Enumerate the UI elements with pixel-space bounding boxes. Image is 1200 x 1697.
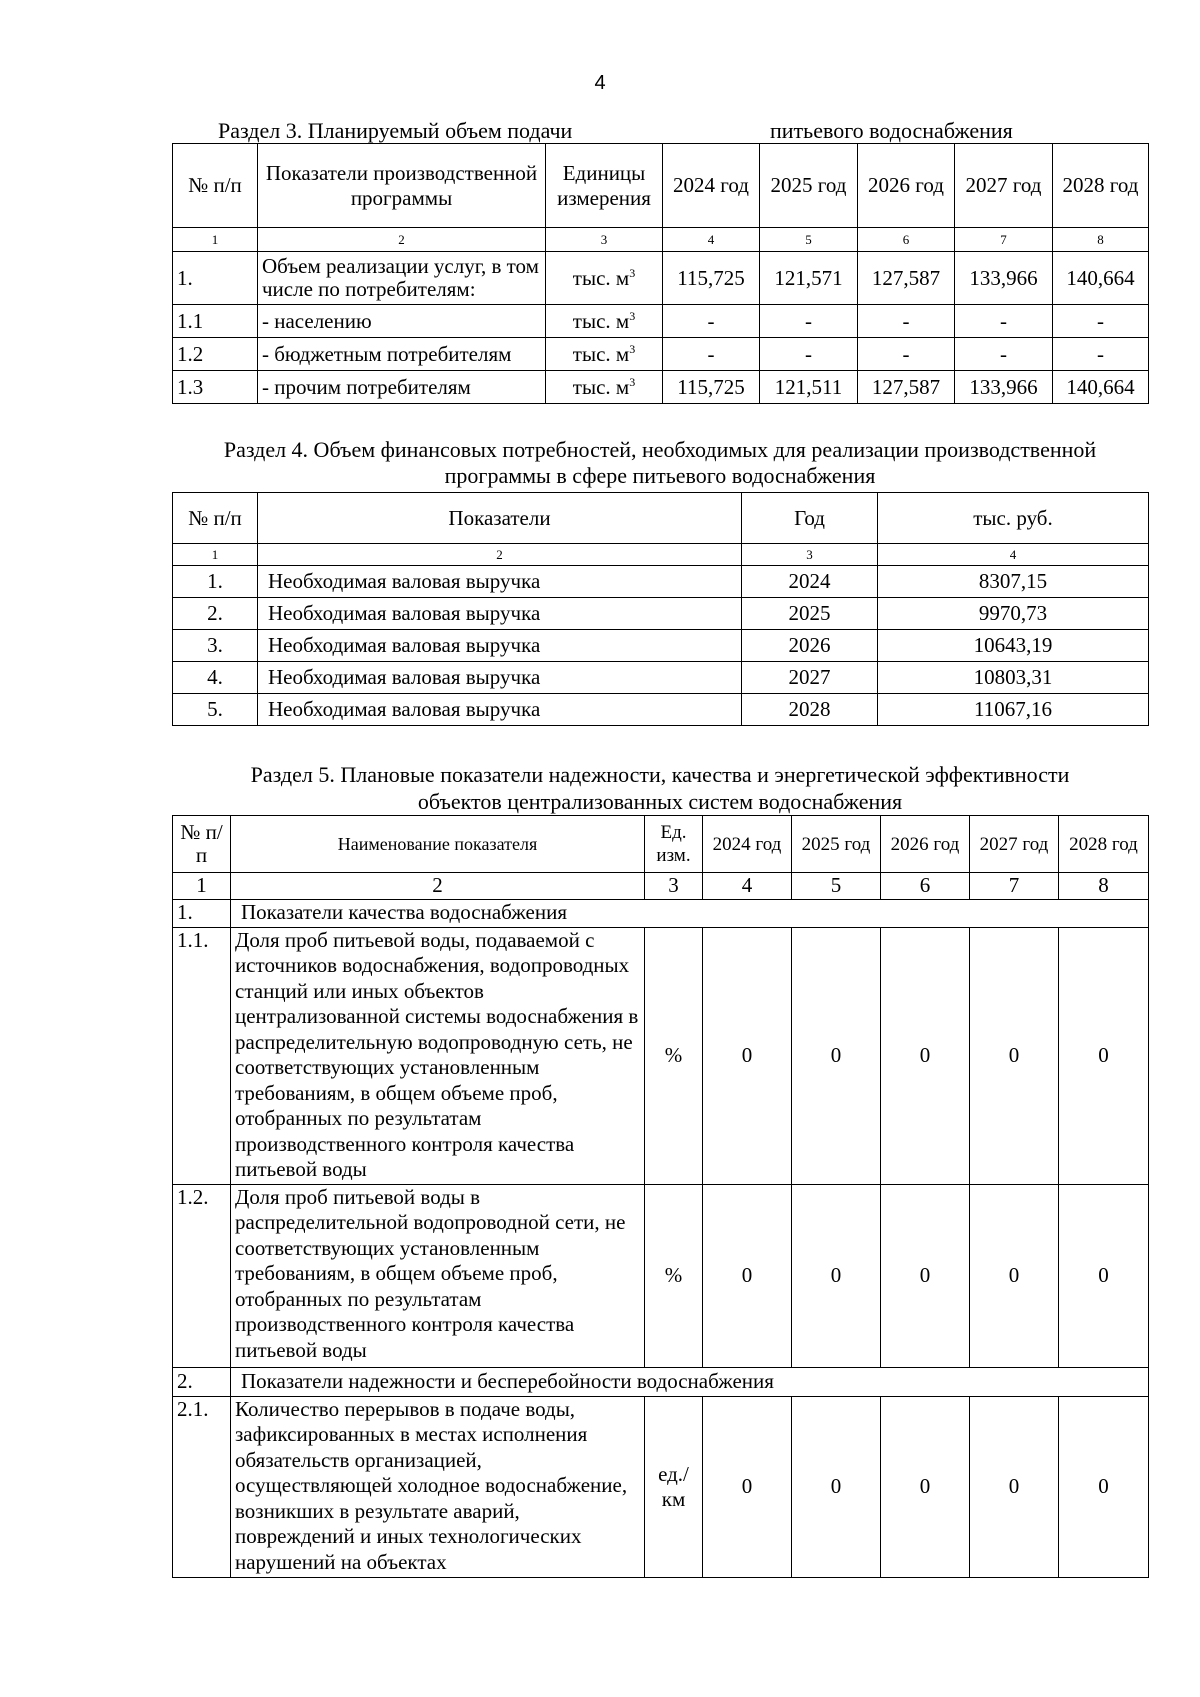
row-name: - прочим потребителям — [258, 371, 546, 404]
s3-header-2026: 2026 год — [858, 144, 955, 228]
value-cell: 0 — [881, 927, 970, 1184]
unit-text: тыс. м — [572, 341, 630, 366]
value-cell: 133,966 — [955, 371, 1053, 404]
unit-text: тыс. м — [572, 374, 630, 399]
table-row — [173, 338, 1149, 371]
unit-sup: 3 — [629, 308, 636, 323]
row-num: 1.1. — [173, 927, 231, 1184]
col-number: 3 — [546, 228, 663, 252]
table-row — [173, 927, 1149, 1184]
group-num: 2. — [173, 1367, 231, 1396]
row-amount: 10643,19 — [878, 630, 1149, 662]
s3-column-numbers — [173, 228, 1149, 252]
value-cell: 0 — [703, 927, 792, 1184]
col-number: 2 — [231, 873, 645, 900]
unit-sup: 3 — [629, 265, 636, 280]
row-name: - бюджетным потребителям — [258, 338, 546, 371]
group-row — [173, 899, 1149, 927]
row-name: Объем реализации услуг, в том числе по потребителям: — [258, 252, 546, 305]
unit-text: тыс. м — [572, 265, 630, 290]
table-row — [173, 694, 1149, 726]
value-cell: - — [760, 338, 858, 371]
value-cell: 0 — [1059, 1396, 1149, 1577]
row-unit — [546, 252, 663, 305]
section3-caption-right: питьевого водоснабжения — [770, 118, 1013, 143]
col-number: 4 — [663, 228, 760, 252]
col-number: 2 — [258, 544, 742, 566]
row-name: Доля проб питьевой воды, подаваемой с источников водоснабжения, водопроводных станций или иных объектов централизованной системы водоснабжения в распределительную водопроводную сеть, не соответствующих установленным требованиям, в общем объеме проб, отобранных по результатам производственного контроля качества питьевой воды — [231, 927, 645, 1184]
s3-header-2027: 2027 год — [955, 144, 1053, 228]
row-unit — [546, 371, 663, 404]
row-amount: 11067,16 — [878, 694, 1149, 726]
value-cell: 127,587 — [858, 371, 955, 404]
value-cell: - — [1053, 338, 1149, 371]
col-number: 7 — [970, 873, 1059, 900]
row-year: 2025 — [742, 598, 878, 630]
row-year: 2026 — [742, 630, 878, 662]
row-unit: ед./ км — [645, 1396, 703, 1577]
value-cell: 0 — [792, 1396, 881, 1577]
col-number: 8 — [1053, 228, 1149, 252]
s5-header-num: № п/п — [173, 816, 231, 873]
row-num: 4. — [173, 662, 258, 694]
row-amount: 8307,15 — [878, 566, 1149, 598]
value-cell: 121,511 — [760, 371, 858, 404]
table-row — [173, 1184, 1149, 1367]
value-cell: 140,664 — [1053, 371, 1149, 404]
value-cell: - — [955, 305, 1053, 338]
row-num: 1.2 — [173, 338, 258, 371]
col-number: 1 — [173, 228, 258, 252]
s5-header-2026: 2026 год — [881, 816, 970, 873]
value-cell: 0 — [970, 927, 1059, 1184]
row-name: Доля проб питьевой воды в распределительной водопроводной сети, не соответствующих установленным требованиям, в общем объеме проб, отобранных по результатам производственного контроля качества питьевой воды — [231, 1184, 645, 1367]
col-number: 1 — [173, 544, 258, 566]
value-cell: - — [858, 338, 955, 371]
row-num: 1. — [173, 566, 258, 598]
value-cell: 121,571 — [760, 252, 858, 305]
col-number: 5 — [760, 228, 858, 252]
col-number: 5 — [792, 873, 881, 900]
value-cell: 0 — [1059, 1184, 1149, 1367]
s5-header-2028: 2028 год — [1059, 816, 1149, 873]
s4-header-num: № п/п — [173, 493, 258, 544]
col-number: 3 — [742, 544, 878, 566]
value-cell: - — [760, 305, 858, 338]
section4-table — [172, 492, 1149, 726]
row-name: Необходимая валовая выручка — [258, 694, 742, 726]
value-cell: - — [663, 305, 760, 338]
section3-table — [172, 143, 1149, 404]
table-row — [173, 662, 1149, 694]
col-number: 3 — [645, 873, 703, 900]
row-unit: % — [645, 927, 703, 1184]
col-number: 2 — [258, 228, 546, 252]
s4-header-indicator: Показатели — [258, 493, 742, 544]
s4-header-year: Год — [742, 493, 878, 544]
s3-header-2024: 2024 год — [663, 144, 760, 228]
section4-caption-line2: программы в сфере питьевого водоснабжения — [444, 463, 876, 488]
value-cell: 0 — [881, 1396, 970, 1577]
s5-column-numbers — [173, 873, 1149, 900]
s3-header-unit: Единицы измерения — [546, 144, 663, 228]
value-cell: 0 — [703, 1396, 792, 1577]
table-row — [173, 371, 1149, 404]
row-unit: % — [645, 1184, 703, 1367]
row-name: Необходимая валовая выручка — [258, 662, 742, 694]
s5-header-2025: 2025 год — [792, 816, 881, 873]
row-name: - населению — [258, 305, 546, 338]
value-cell: 0 — [881, 1184, 970, 1367]
value-cell: 115,725 — [663, 252, 760, 305]
s4-header-amount: тыс. руб. — [878, 493, 1149, 544]
table-row — [173, 252, 1149, 305]
value-cell: - — [663, 338, 760, 371]
row-amount: 10803,31 — [878, 662, 1149, 694]
row-name: Необходимая валовая выручка — [258, 598, 742, 630]
row-num: 5. — [173, 694, 258, 726]
row-unit — [546, 305, 663, 338]
col-number: 4 — [703, 873, 792, 900]
table-row — [173, 630, 1149, 662]
row-num: 1.3 — [173, 371, 258, 404]
table-row — [173, 566, 1149, 598]
col-number: 6 — [881, 873, 970, 900]
row-num: 2.1. — [173, 1396, 231, 1577]
row-num: 1.1 — [173, 305, 258, 338]
value-cell: 0 — [1059, 927, 1149, 1184]
col-number: 1 — [173, 873, 231, 900]
section5-table — [172, 815, 1149, 1578]
s5-header-2024: 2024 год — [703, 816, 792, 873]
section3-caption-left: Раздел 3. Планируемый объем подачи — [218, 118, 573, 143]
table-row — [173, 305, 1149, 338]
value-cell: - — [1053, 305, 1149, 338]
row-unit — [546, 338, 663, 371]
row-num: 3. — [173, 630, 258, 662]
s3-header-2025: 2025 год — [760, 144, 858, 228]
value-cell: 127,587 — [858, 252, 955, 305]
value-cell: 0 — [970, 1184, 1059, 1367]
table-row — [173, 598, 1149, 630]
col-number: 6 — [858, 228, 955, 252]
row-year: 2028 — [742, 694, 878, 726]
s4-column-numbers — [173, 544, 1149, 566]
unit-sup: 3 — [629, 374, 636, 389]
row-name: Количество перерывов в подаче воды, зафиксированных в местах исполнения обязательств организацией, осуществляющей холодное водоснабжение, возникших в результате аварий, повреждений и иных технологических нарушений на объектах — [231, 1396, 645, 1577]
group-num: 1. — [173, 899, 231, 927]
value-cell: - — [858, 305, 955, 338]
value-cell: - — [955, 338, 1053, 371]
group-row — [173, 1367, 1149, 1396]
row-year: 2027 — [742, 662, 878, 694]
value-cell: 0 — [792, 1184, 881, 1367]
s3-header-num: № п/п — [173, 144, 258, 228]
row-year: 2024 — [742, 566, 878, 598]
section4-caption-line1: Раздел 4. Объем финансовых потребностей, необходимых для реализации производственной — [223, 437, 1097, 462]
col-number: 8 — [1059, 873, 1149, 900]
col-number: 7 — [955, 228, 1053, 252]
unit-text: тыс. м — [572, 308, 630, 333]
row-num: 1.2. — [173, 1184, 231, 1367]
s5-header-unit: Ед. изм. — [645, 816, 703, 873]
section5-caption-line1: Раздел 5. Плановые показатели надежности, качества и энергетической эффективности — [250, 762, 1070, 787]
s3-header-2028: 2028 год — [1053, 144, 1149, 228]
row-amount: 9970,73 — [878, 598, 1149, 630]
row-num: 1. — [173, 252, 258, 305]
page-number: 4 — [594, 72, 606, 94]
col-number: 4 — [878, 544, 1149, 566]
row-name: Необходимая валовая выручка — [258, 630, 742, 662]
section5-caption-line2: объектов централизованных систем водоснабжения — [417, 789, 903, 814]
value-cell: 0 — [703, 1184, 792, 1367]
group-title: Показатели качества водоснабжения — [231, 899, 1149, 927]
row-name: Необходимая валовая выручка — [258, 566, 742, 598]
s5-header-2027: 2027 год — [970, 816, 1059, 873]
value-cell: 0 — [970, 1396, 1059, 1577]
value-cell: 115,725 — [663, 371, 760, 404]
row-num: 2. — [173, 598, 258, 630]
value-cell: 140,664 — [1053, 252, 1149, 305]
table-row — [173, 1396, 1149, 1577]
s5-header-name: Наименование показателя — [231, 816, 645, 873]
s3-header-indicator: Показатели производственной программы — [258, 144, 546, 228]
group-title: Показатели надежности и бесперебойности водоснабжения — [231, 1367, 1149, 1396]
unit-sup: 3 — [629, 341, 636, 356]
value-cell: 133,966 — [955, 252, 1053, 305]
value-cell: 0 — [792, 927, 881, 1184]
